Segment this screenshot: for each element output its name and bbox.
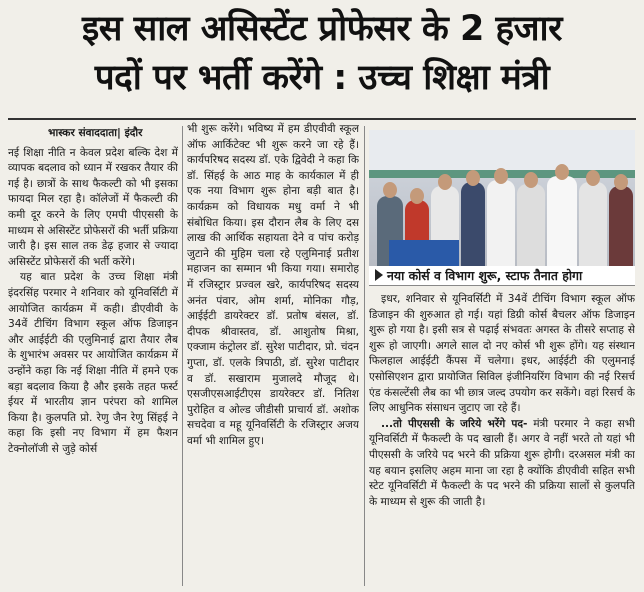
column-divider (364, 126, 365, 586)
column-divider (182, 126, 183, 586)
paragraph-tail: मंत्री परमार ने कहा सभी यूनिवर्सिटी में फैकल्टी के पद खाली हैं। अगर वे नहीं भरते तो यहां भी पीएससी के जरिये पद भरने की प्रक्रिया शुरू होगी। दरअसल मंत्री का यह बयान इसलिए अहम माना जा रहा है क्योंकि डीएवीवी सहित सभी स्टेट यूनिवर्सिटी में फैकल्टी के पद भरने की प्रक्रिया सालों से कुलपति के माध्यम से शुरू की जाती है। (369, 417, 635, 508)
headline-rule (8, 118, 636, 120)
byline: भास्कर संवाददाता| इंदौर (48, 127, 143, 139)
article-column-1 (8, 126, 178, 586)
triangle-bullet-icon (375, 269, 383, 281)
paragraph: इधर, शनिवार से यूनिवर्सिटी में 34वें टीचिंग विभाग स्कूल ऑफ डिजाइन की शुरुआत हो गई। यहां डिग्री कोर्स बैचलर ऑफ डिजाइन शुरू हो गया है। इसी सत्र से पढ़ाई संभवतः अगस्त के तीसरे सप्ताह से शुरू हो जाएगी। अगले साल दो नए कोर्स भी शुरू होंगे। यह संस्थान फिलहाल आईईटी कैंपस में चलेगा। इधर, आईईटी की एलुमनाई एसोसिएशन द्वारा प्रायोजित सिविल इंजीनियरिंग विभाग की नई रिसर्च एंड कंसल्टेंसी लैब का भी छात्र जल्द उपयोग कर सकेंगे। वहां रिसर्च के लिए आधुनिक संसाधन जुटाए जा रहे हैं। (369, 293, 635, 415)
paragraph: नई शिक्षा नीति न केवल प्रदेश बल्कि देश में व्यापक बदलाव को ध्यान में रखकर तैयार की गई है। छात्रों के साथ फैकल्टी को भी इसका फायदा मिल रहा है। कॉलेजों में फैकल्टी की कमी दूर करने के लिए एमपी पीएससी के माध्यम से असिस्टेंट प्रोफेसरों की भर्ती प्रक्रिया जारी है। इस साल तक डेढ़ हजार से ज्यादा असिस्टेंट प्रोफेसरों की भर्ती करेंगे। (8, 146, 178, 268)
paragraph: भी शुरू करेंगे। भविष्य में हम डीएवीवी स्कूल ऑफ आर्किटेक्ट भी शुरू करने जा रहे हैं। कार्यपरिषद सदस्य डॉ. एके द्विवेदी ने कहा कि डॉ. सिंहई के आठ माह के कार्यकाल में ही एक नया विभाग शुरू होना बड़ी बात है। कार्यक्रम को विधायक मधु वर्मा ने भी संबोधित किया। इस दौरान लैब के लिए दस लाख की आर्थिक सहायता देने व पांच करोड़ जुटाने की मुहिम चला रहे एलुमिनाई प्रतीश महाजन का सम्मान भी किया गया। समारोह में रजिस्ट्रार प्रज्वल खरे, कार्यपरिषद सदस्य अनंत पंवार, ओम शर्मा, मोनिका गौड़, आईईटी डायरेक्टर डॉ. प्रतोष बंसल, डॉ. दीपक श्रीवास्तव, डॉ. आशुतोष मिश्रा, एक्जाम कंट्रोलर डॉ. सुरेश पाटीदार, प्रो. चंदन गुप्ता, डॉ. एलके त्रिपाठी, डॉ. सुरेश पाटीदार व डॉ. सखाराम मुजालदे मौजूद थे। एसजीएसआईटीएस डायरेक्टर डॉ. नितिश पुरोहित व ओल्ड जीडीसी प्राचार्य डॉ. अशोक सचदेवा व महू यूनिवर्सिटी के रजिस्ट्रार अजय वर्मा भी शामिल हुए। (187, 123, 359, 447)
subhead-lead: ...तो पीएससी के जरिये भरेंगे पद- (381, 417, 528, 430)
headline-block (0, 0, 644, 120)
headline-line-2: पदों पर भर्ती करेंगे : उच्च शिक्षा मंत्री (94, 58, 550, 98)
headline-line-1: इस साल असिस्टेंट प्रोफेसर के 2 हजार (82, 9, 562, 49)
article-column-3 (369, 292, 635, 587)
article-column-2 (187, 122, 359, 582)
paragraph: यह बात प्रदेश के उच्च शिक्षा मंत्री इंदरसिंह परमार ने शनिवार को यूनिवर्सिटी में आयोजित कार्यक्रम में कही। डीएवीवी के 34वें टीचिंग विभाग स्कूल ऑफ डिजाइन और आईईटी की एलुमिनाई द्वारा तैयार लैब के शुभारंभ अवसर पर आयोजित कार्यक्रम में उन्होंने कहा कि नई शिक्षा नीति में हमने एक बड़ा बदलाव किया है और इसके तहत फर्स्ट ईयर में भारतीय ज्ञान परंपरा को शामिल किया है। कुलपति प्रो. रेणु जैन रेणु सिंहई ने कहा कि इसी नए विभाग में हम फैशन टेक्नोलॉजी से जुड़े कोर्स (8, 271, 178, 455)
photo-caption: नया कोर्स व विभाग शुरू, स्टाफ तैनात होगा (369, 266, 635, 286)
event-photo (369, 130, 635, 266)
paragraph (369, 417, 635, 511)
